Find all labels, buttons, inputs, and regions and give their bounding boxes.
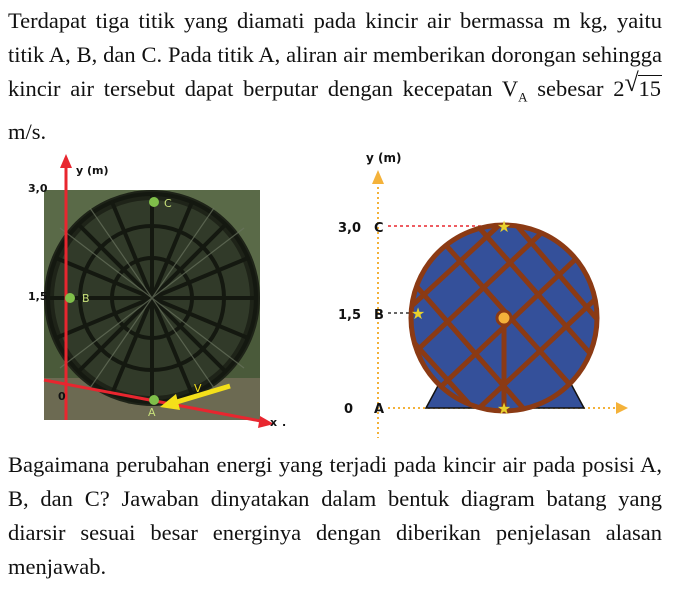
star-b-icon: ★ [410,306,426,323]
problem-intro [8,4,662,149]
photo-point-b-marker [65,293,75,303]
photo-y-label: y (m) [76,164,109,177]
sqrt-expression [624,68,663,106]
intro-text-after: m/s. [8,118,47,144]
sqrt-sign: √ [624,68,639,97]
intro-text-middle: sebesar 2 [527,76,625,101]
diagram-tick-top: 3,0 [338,221,362,236]
velocity-subscript: A [518,89,528,105]
diagram-figure [330,146,630,442]
photo-figure [20,148,292,438]
intro-text-before: Terdapat tiga titik yang diamati pada kincir air bermassa m kg, yaitu titik A, B, dan C. Pada titik A, aliran air memberikan dorongan sehingga kincir air tersebut dapat berputar dengan kecepatan V [8,8,662,101]
question-text: Bagaimana perubahan energi yang terjadi pada kincir air pada posisi A, B, dan C? Jawaban dinyatakan dalam bentuk diagram batang yang diarsir sesuai besar energinya dengan diberikan penjelasan alasan menjawab. [8,452,662,579]
star-c-icon: ★ [496,219,512,236]
photo-velocity-label: V [194,382,202,395]
diagram-point-a: A [374,402,385,417]
diagram-tick-bottom: 0 [344,402,354,417]
diagram-point-b: B [374,308,384,323]
photo-tick-top: 3,0 [28,182,48,195]
wheel-hub [497,311,511,325]
photo-tick-mid: 1,5 [28,290,48,303]
star-a-icon: ★ [496,401,512,418]
svg-text:.: . [282,416,287,429]
photo-tick-bottom: 0 [58,390,66,403]
photo-point-c: C [164,197,172,210]
sqrt-value: 15 [638,76,661,101]
diagram-y-label: y (m) [366,151,402,165]
diagram-tick-mid: 1,5 [338,308,362,323]
photo-x-label: x [270,416,278,429]
photo-point-c-marker [149,197,159,207]
photo-point-a-marker [149,395,159,405]
photo-point-b: B [82,292,90,305]
diagram-point-c: C [374,221,384,236]
photo-point-a: A [148,406,156,419]
